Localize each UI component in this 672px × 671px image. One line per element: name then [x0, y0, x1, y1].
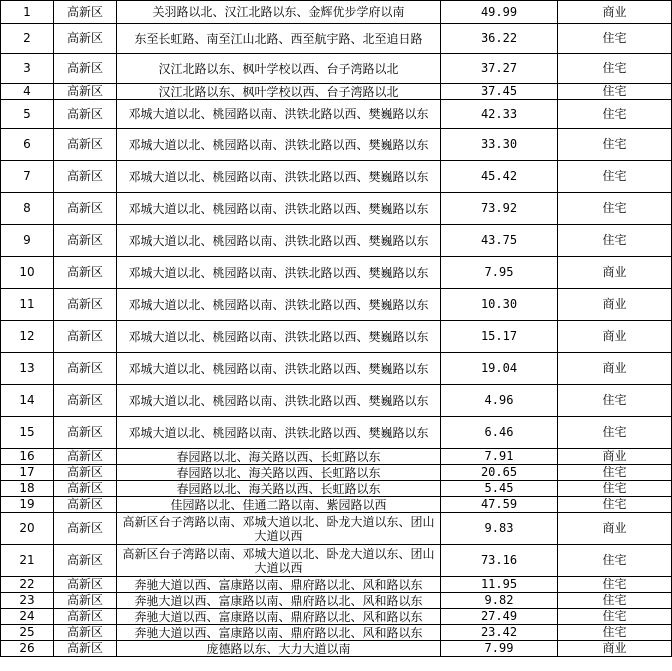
land-use-cell: 商业 [558, 321, 672, 353]
row-number: 17 [1, 465, 54, 481]
location-cell: 高新区台子湾路以南、邓城大道以北、卧龙大道以东、团山大道以西 [117, 513, 441, 545]
land-use-cell: 住宅 [558, 577, 672, 593]
location-cell: 汉江北路以东、枫叶学校以西、台子湾路以北 [117, 54, 441, 84]
district-cell: 高新区 [54, 257, 117, 289]
land-use-cell: 住宅 [558, 100, 672, 129]
land-use-cell: 住宅 [558, 385, 672, 417]
row-number: 20 [1, 513, 54, 545]
location-cell: 邓城大道以北、桃园路以南、洪铁北路以西、樊巍路以东 [117, 193, 441, 225]
area-cell: 73.92 [441, 193, 558, 225]
table-row [1, 225, 672, 257]
location-cell: 邓城大道以北、桃园路以南、洪铁北路以西、樊巍路以东 [117, 385, 441, 417]
area-cell: 73.16 [441, 545, 558, 577]
table-row [1, 129, 672, 161]
row-number: 2 [1, 24, 54, 54]
land-use-cell: 住宅 [558, 84, 672, 100]
row-number: 1 [1, 1, 54, 24]
table-row [1, 577, 672, 593]
district-cell: 高新区 [54, 577, 117, 593]
land-use-cell: 商业 [558, 289, 672, 321]
land-use-cell: 商业 [558, 449, 672, 465]
land-use-cell: 商业 [558, 1, 672, 24]
district-cell: 高新区 [54, 545, 117, 577]
row-number: 18 [1, 481, 54, 497]
row-number: 9 [1, 225, 54, 257]
area-cell: 9.83 [441, 513, 558, 545]
row-number: 25 [1, 625, 54, 641]
area-cell: 7.91 [441, 449, 558, 465]
table-body [1, 1, 672, 657]
area-cell: 47.59 [441, 497, 558, 513]
row-number: 15 [1, 417, 54, 449]
area-cell: 15.17 [441, 321, 558, 353]
district-cell: 高新区 [54, 593, 117, 609]
table-row [1, 609, 672, 625]
district-cell: 高新区 [54, 129, 117, 161]
row-number: 5 [1, 100, 54, 129]
row-number: 22 [1, 577, 54, 593]
location-cell: 邓城大道以北、桃园路以南、洪铁北路以西、樊巍路以东 [117, 257, 441, 289]
area-cell: 6.46 [441, 417, 558, 449]
location-cell: 汉江北路以东、枫叶学校以西、台子湾路以北 [117, 84, 441, 100]
location-cell: 春园路以北、海关路以西、长虹路以东 [117, 465, 441, 481]
area-cell: 42.33 [441, 100, 558, 129]
land-use-cell: 住宅 [558, 54, 672, 84]
area-cell: 37.27 [441, 54, 558, 84]
land-use-cell: 住宅 [558, 417, 672, 449]
row-number: 6 [1, 129, 54, 161]
district-cell: 高新区 [54, 497, 117, 513]
location-cell: 奔驰大道以西、富康路以南、鼎府路以北、风和路以东 [117, 577, 441, 593]
table-row [1, 641, 672, 657]
row-number: 16 [1, 449, 54, 465]
area-cell: 4.96 [441, 385, 558, 417]
table-row [1, 257, 672, 289]
district-cell: 高新区 [54, 161, 117, 193]
land-use-cell: 商业 [558, 353, 672, 385]
area-cell: 23.42 [441, 625, 558, 641]
row-number: 23 [1, 593, 54, 609]
location-cell: 高新区台子湾路以南、邓城大道以北、卧龙大道以东、团山大道以西 [117, 545, 441, 577]
land-use-cell: 住宅 [558, 609, 672, 625]
location-cell: 春园路以北、海关路以西、长虹路以东 [117, 481, 441, 497]
district-cell: 高新区 [54, 193, 117, 225]
location-cell: 庞德路以东、大力大道以南 [117, 641, 441, 657]
land-use-cell: 住宅 [558, 593, 672, 609]
location-cell: 东至长虹路、南至江山北路、西至航宇路、北至追日路 [117, 24, 441, 54]
location-cell: 邓城大道以北、桃园路以南、洪铁北路以西、樊巍路以东 [117, 321, 441, 353]
district-cell: 高新区 [54, 353, 117, 385]
row-number: 11 [1, 289, 54, 321]
row-number: 14 [1, 385, 54, 417]
table-row [1, 545, 672, 577]
area-cell: 5.45 [441, 481, 558, 497]
table-row [1, 289, 672, 321]
area-cell: 7.99 [441, 641, 558, 657]
table-row [1, 321, 672, 353]
location-cell: 关羽路以北、汉江北路以东、金辉优步学府以南 [117, 1, 441, 24]
row-number: 24 [1, 609, 54, 625]
location-cell: 奔驰大道以西、富康路以南、鼎府路以北、风和路以东 [117, 625, 441, 641]
area-cell: 19.04 [441, 353, 558, 385]
area-cell: 9.82 [441, 593, 558, 609]
district-cell: 高新区 [54, 1, 117, 24]
location-cell: 邓城大道以北、桃园路以南、洪铁北路以西、樊巍路以东 [117, 100, 441, 129]
location-cell: 邓城大道以北、桃园路以南、洪铁北路以西、樊巍路以东 [117, 289, 441, 321]
land-use-cell: 住宅 [558, 161, 672, 193]
land-use-cell: 住宅 [558, 24, 672, 54]
land-use-cell: 住宅 [558, 625, 672, 641]
table-row [1, 161, 672, 193]
location-cell: 奔驰大道以西、富康路以南、鼎府路以北、风和路以东 [117, 609, 441, 625]
district-cell: 高新区 [54, 385, 117, 417]
row-number: 8 [1, 193, 54, 225]
district-cell: 高新区 [54, 449, 117, 465]
table-row [1, 417, 672, 449]
district-cell: 高新区 [54, 481, 117, 497]
land-use-cell: 商业 [558, 641, 672, 657]
district-cell: 高新区 [54, 513, 117, 545]
land-use-cell: 商业 [558, 513, 672, 545]
location-cell: 佳园路以北、佳通二路以南、紫园路以西 [117, 497, 441, 513]
location-cell: 邓城大道以北、桃园路以南、洪铁北路以西、樊巍路以东 [117, 417, 441, 449]
table-row [1, 513, 672, 545]
row-number: 4 [1, 84, 54, 100]
table-row [1, 1, 672, 24]
district-cell: 高新区 [54, 24, 117, 54]
table-row [1, 497, 672, 513]
table-row [1, 24, 672, 54]
area-cell: 10.30 [441, 289, 558, 321]
table-row [1, 84, 672, 100]
table-row [1, 100, 672, 129]
area-cell: 43.75 [441, 225, 558, 257]
district-cell: 高新区 [54, 609, 117, 625]
area-cell: 49.99 [441, 1, 558, 24]
land-use-cell: 住宅 [558, 497, 672, 513]
land-use-cell: 住宅 [558, 193, 672, 225]
row-number: 21 [1, 545, 54, 577]
area-cell: 45.42 [441, 161, 558, 193]
location-cell: 邓城大道以北、桃园路以南、洪铁北路以西、樊巍路以东 [117, 225, 441, 257]
district-cell: 高新区 [54, 225, 117, 257]
location-cell: 奔驰大道以西、富康路以南、鼎府路以北、风和路以东 [117, 593, 441, 609]
area-cell: 36.22 [441, 24, 558, 54]
area-cell: 27.49 [441, 609, 558, 625]
district-cell: 高新区 [54, 84, 117, 100]
location-cell: 邓城大道以北、桃园路以南、洪铁北路以西、樊巍路以东 [117, 161, 441, 193]
land-use-cell: 住宅 [558, 545, 672, 577]
table-row [1, 593, 672, 609]
row-number: 7 [1, 161, 54, 193]
table-row [1, 385, 672, 417]
area-cell: 7.95 [441, 257, 558, 289]
row-number: 19 [1, 497, 54, 513]
table-row [1, 625, 672, 641]
location-cell: 邓城大道以北、桃园路以南、洪铁北路以西、樊巍路以东 [117, 353, 441, 385]
district-cell: 高新区 [54, 625, 117, 641]
district-cell: 高新区 [54, 54, 117, 84]
row-number: 12 [1, 321, 54, 353]
area-cell: 33.30 [441, 129, 558, 161]
table-row [1, 353, 672, 385]
table-row [1, 54, 672, 84]
row-number: 13 [1, 353, 54, 385]
district-cell: 高新区 [54, 289, 117, 321]
land-use-cell: 住宅 [558, 481, 672, 497]
row-number: 3 [1, 54, 54, 84]
area-cell: 20.65 [441, 465, 558, 481]
row-number: 26 [1, 641, 54, 657]
land-use-cell: 住宅 [558, 225, 672, 257]
district-cell: 高新区 [54, 641, 117, 657]
table-row [1, 465, 672, 481]
district-cell: 高新区 [54, 100, 117, 129]
land-use-cell: 商业 [558, 257, 672, 289]
district-cell: 高新区 [54, 417, 117, 449]
district-cell: 高新区 [54, 321, 117, 353]
location-cell: 春园路以北、海关路以西、长虹路以东 [117, 449, 441, 465]
area-cell: 11.95 [441, 577, 558, 593]
land-use-cell: 住宅 [558, 129, 672, 161]
table-row [1, 481, 672, 497]
district-cell: 高新区 [54, 465, 117, 481]
land-use-cell: 住宅 [558, 465, 672, 481]
table-row [1, 449, 672, 465]
row-number: 10 [1, 257, 54, 289]
table-row [1, 193, 672, 225]
area-cell: 37.45 [441, 84, 558, 100]
location-cell: 邓城大道以北、桃园路以南、洪铁北路以西、樊巍路以东 [117, 129, 441, 161]
